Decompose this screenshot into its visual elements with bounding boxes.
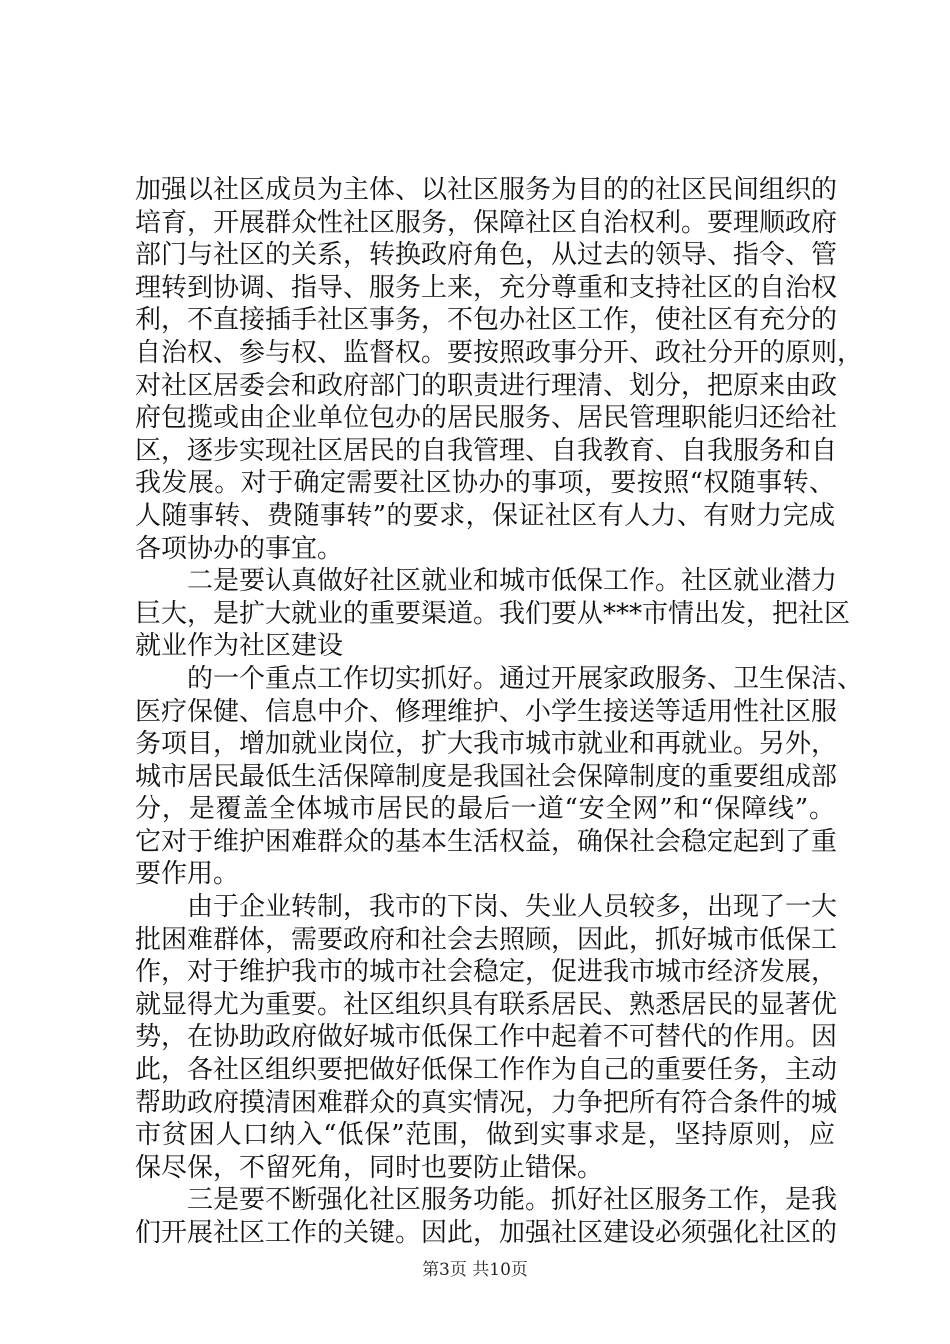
text-line: 的一个重点工作切实抓好。通过开展家政服务、卫生保洁、 (187, 663, 864, 694)
text-line: 各项协办的事宜。 (135, 533, 344, 564)
text-line: 务项目，增加就业岗位，扩大我市城市就业和再就业。另外， (135, 729, 838, 760)
text-line: 府包揽或由企业单位包办的居民服务、居民管理职能归还给社 (135, 403, 838, 434)
text-line: 二是要认真做好社区就业和城市低保工作。社区就业潜力 (187, 566, 838, 597)
text-line: 势，在协助政府做好城市低保工作中起着不可替代的作用。因 (135, 1022, 838, 1053)
text-line: 帮助政府摸清困难群众的真实情况，力争把所有符合条件的城 (135, 1087, 838, 1118)
text-line: 就业作为社区建设 (135, 631, 344, 662)
text-line: 此，各社区组织要把做好低保工作作为自己的重要任务，主动 (135, 1055, 838, 1086)
text-line: 培育，开展群众性社区服务，保障社区自治权利。要理顺政府 (135, 207, 838, 238)
text-line: 理转到协调、指导、服务上来，充分尊重和支持社区的自治权 (135, 272, 838, 303)
body-text (135, 174, 864, 1250)
text-line: 由于企业转制，我市的下岗、失业人员较多，出现了一大 (187, 892, 838, 923)
text-line: 保尽保，不留死角，同时也要防止错保。 (135, 1152, 604, 1183)
text-line: 加强以社区成员为主体、以社区服务为目的的社区民间组织的 (135, 175, 838, 205)
page-footer: 第3页 共10页 (422, 1260, 528, 1280)
text-line: 部门与社区的关系，转换政府角色，从过去的领导、指令、管 (135, 240, 838, 271)
text-line: 自治权、参与权、监督权。要按照政事分开、政社分开的原则， (135, 337, 864, 368)
text-line: 利，不直接插手社区事务，不包办社区工作，使社区有充分的 (135, 305, 838, 336)
text-line: 城市居民最低生活保障制度是我国社会保障制度的重要组成部 (135, 761, 838, 792)
text-line: 对社区居委会和政府部门的职责进行理清、划分，把原来由政 (135, 370, 838, 401)
text-line: 批困难群体，需要政府和社会去照顾，因此，抓好城市低保工 (135, 924, 838, 955)
text-line: 市贫困人口纳入“低保”范围，做到实事求是，坚持原则，应 (135, 1120, 835, 1151)
text-line: 三是要不断强化社区服务功能。抓好社区服务工作，是我 (187, 1185, 838, 1216)
text-line: 人随事转、费随事转”的要求，保证社区有人力、有财力完成 (135, 500, 835, 531)
text-line: 分，是覆盖全体城市居民的最后一道“安全网”和“保障线”。 (135, 794, 835, 825)
text-line: 们开展社区工作的关键。因此，加强社区建设必须强化社区的 (135, 1218, 838, 1248)
text-line: 巨大，是扩大就业的重要渠道。我们要从***市情出发，把社区 (135, 598, 851, 629)
text-line: 要作用。 (135, 859, 240, 890)
text-line: 我发展。对于确定需要社区协办的事项，要按照“权随事转、 (135, 468, 835, 499)
text-line: 区，逐步实现社区居民的自我管理、自我教育、自我服务和自 (135, 435, 838, 466)
text-line: 就显得尤为重要。社区组织具有联系居民、熟悉居民的显著优 (135, 989, 838, 1020)
text-line: 它对于维护困难群众的基本生活权益，确保社会稳定起到了重 (135, 826, 838, 857)
text-line: 作，对于维护我市的城市社会稳定，促进我市城市经济发展， (135, 957, 838, 988)
text-line: 医疗保健、信息中介、修理维护、小学生接送等适用性社区服 (135, 696, 838, 727)
